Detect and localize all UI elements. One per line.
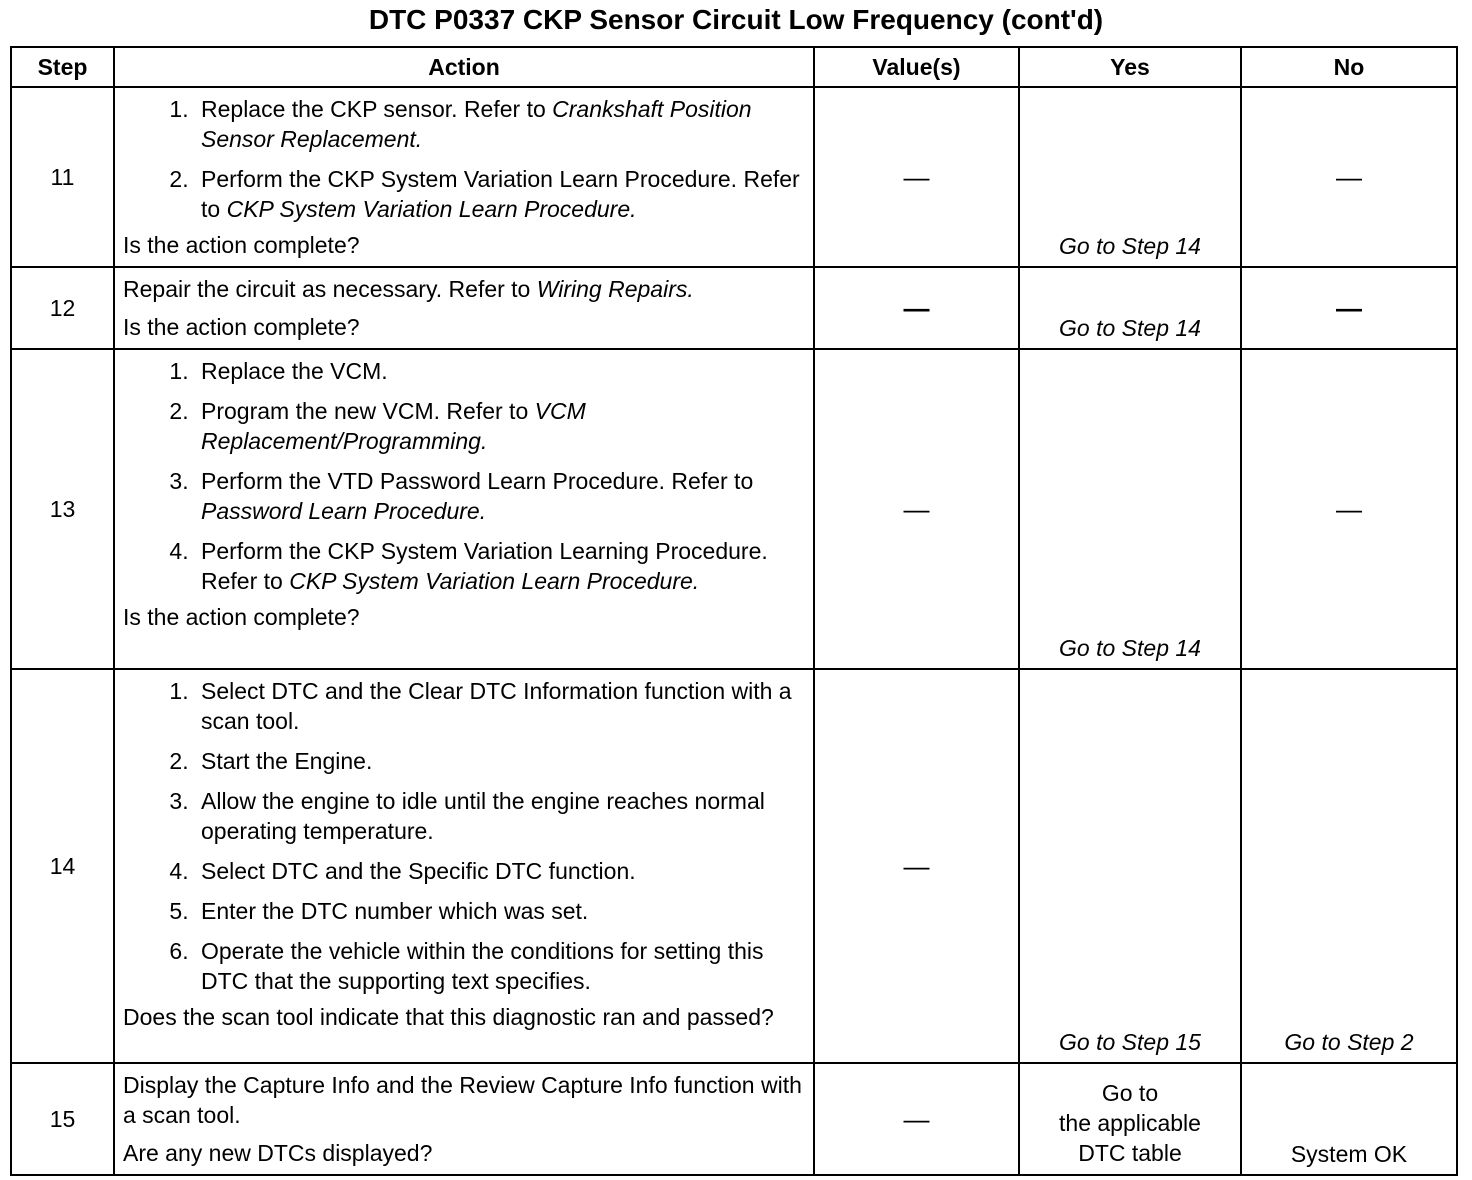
no-cell: System OK [1241, 1063, 1457, 1175]
list-item: 3. Allow the engine to idle until the engine reaches normal operating temperature. [195, 786, 803, 846]
table-row [11, 87, 1457, 267]
value-cell: — [814, 349, 1019, 669]
no-cell: — [1241, 87, 1457, 267]
reference-link: CKP System Variation Learn Procedure. [226, 196, 637, 222]
header-no: No [1241, 47, 1457, 87]
header-yes: Yes [1019, 47, 1241, 87]
table-header-row [11, 47, 1457, 87]
action-text: Display the Capture Info and the Review Capture Info function with a scan tool. [123, 1072, 802, 1128]
table-row [11, 267, 1457, 349]
action-cell [114, 267, 814, 349]
list-item: 5. Enter the DTC number which was set. [195, 896, 803, 926]
action-cell [114, 87, 814, 267]
action-text: Repair the circuit as necessary. Refer to Wiring Repairs. [123, 276, 694, 302]
list-item: 4. Select DTC and the Specific DTC function. [195, 856, 803, 886]
diagnostic-table [10, 46, 1458, 1176]
no-cell: — [1241, 349, 1457, 669]
reference-link: Password Learn Procedure. [201, 498, 487, 524]
yes-cell: Go to Step 14 [1019, 87, 1241, 267]
action-question: Are any new DTCs displayed? [123, 1140, 433, 1166]
header-values: Value(s) [814, 47, 1019, 87]
action-list [123, 356, 803, 596]
action-question: Does the scan tool indicate that this diagnostic ran and passed? [123, 1004, 774, 1030]
table-row [11, 1063, 1457, 1175]
value-cell: — [814, 267, 1019, 349]
table-row [11, 349, 1457, 669]
action-list [123, 676, 803, 996]
action-cell [114, 1063, 814, 1175]
yes-line: Go to [1101, 1080, 1159, 1106]
list-item: 2. Perform the CKP System Variation Learn Procedure. Refer to CKP System Variation Learn Procedure. [195, 164, 803, 224]
reference-link: VCM Replacement/Programming. [201, 398, 586, 454]
yes-line: DTC table [1078, 1140, 1182, 1166]
step-number: 15 [11, 1063, 114, 1175]
value-cell: — [814, 87, 1019, 267]
list-item: 1. Replace the CKP sensor. Refer to Crankshaft Position Sensor Replacement. [195, 94, 803, 154]
step-number: 12 [11, 267, 114, 349]
list-item: 6. Operate the vehicle within the conditions for setting this DTC that the supporting text specifies. [195, 936, 803, 996]
yes-cell: Go to Step 15 [1019, 669, 1241, 1063]
action-cell [114, 349, 814, 669]
step-number: 13 [11, 349, 114, 669]
action-question: Is the action complete? [123, 314, 360, 340]
action-question: Is the action complete? [123, 232, 360, 258]
action-cell [114, 669, 814, 1063]
list-item: 2. Start the Engine. [195, 746, 803, 776]
yes-line: the applicable [1059, 1110, 1201, 1136]
value-cell: — [814, 1063, 1019, 1175]
no-cell: Go to Step 2 [1241, 669, 1457, 1063]
reference-link: Crankshaft Position Sensor Replacement. [201, 96, 752, 152]
list-item: 2. Program the new VCM. Refer to VCM Replacement/Programming. [195, 396, 803, 456]
yes-cell: Go to Step 14 [1019, 267, 1241, 349]
page-title: DTC P0337 CKP Sensor Circuit Low Frequency (cont'd) [368, 4, 1104, 35]
header-step: Step [11, 47, 114, 87]
no-cell: — [1241, 267, 1457, 349]
yes-cell [1019, 1063, 1241, 1175]
value-cell: — [814, 669, 1019, 1063]
step-number: 11 [11, 87, 114, 267]
list-item: 4. Perform the CKP System Variation Learning Procedure. Refer to CKP System Variation Learn Procedure. [195, 536, 803, 596]
table-row [11, 669, 1457, 1063]
action-question: Is the action complete? [123, 604, 360, 630]
list-item: 1. Select DTC and the Clear DTC Information function with a scan tool. [195, 676, 803, 736]
list-item: 1. Replace the VCM. [195, 356, 803, 386]
action-list [123, 94, 803, 224]
header-action: Action [114, 47, 814, 87]
yes-cell: Go to Step 14 [1019, 349, 1241, 669]
reference-link: CKP System Variation Learn Procedure. [289, 568, 700, 594]
list-item: 3. Perform the VTD Password Learn Procedure. Refer to Password Learn Procedure. [195, 466, 803, 526]
reference-link: Wiring Repairs. [536, 276, 694, 302]
step-number: 14 [11, 669, 114, 1063]
